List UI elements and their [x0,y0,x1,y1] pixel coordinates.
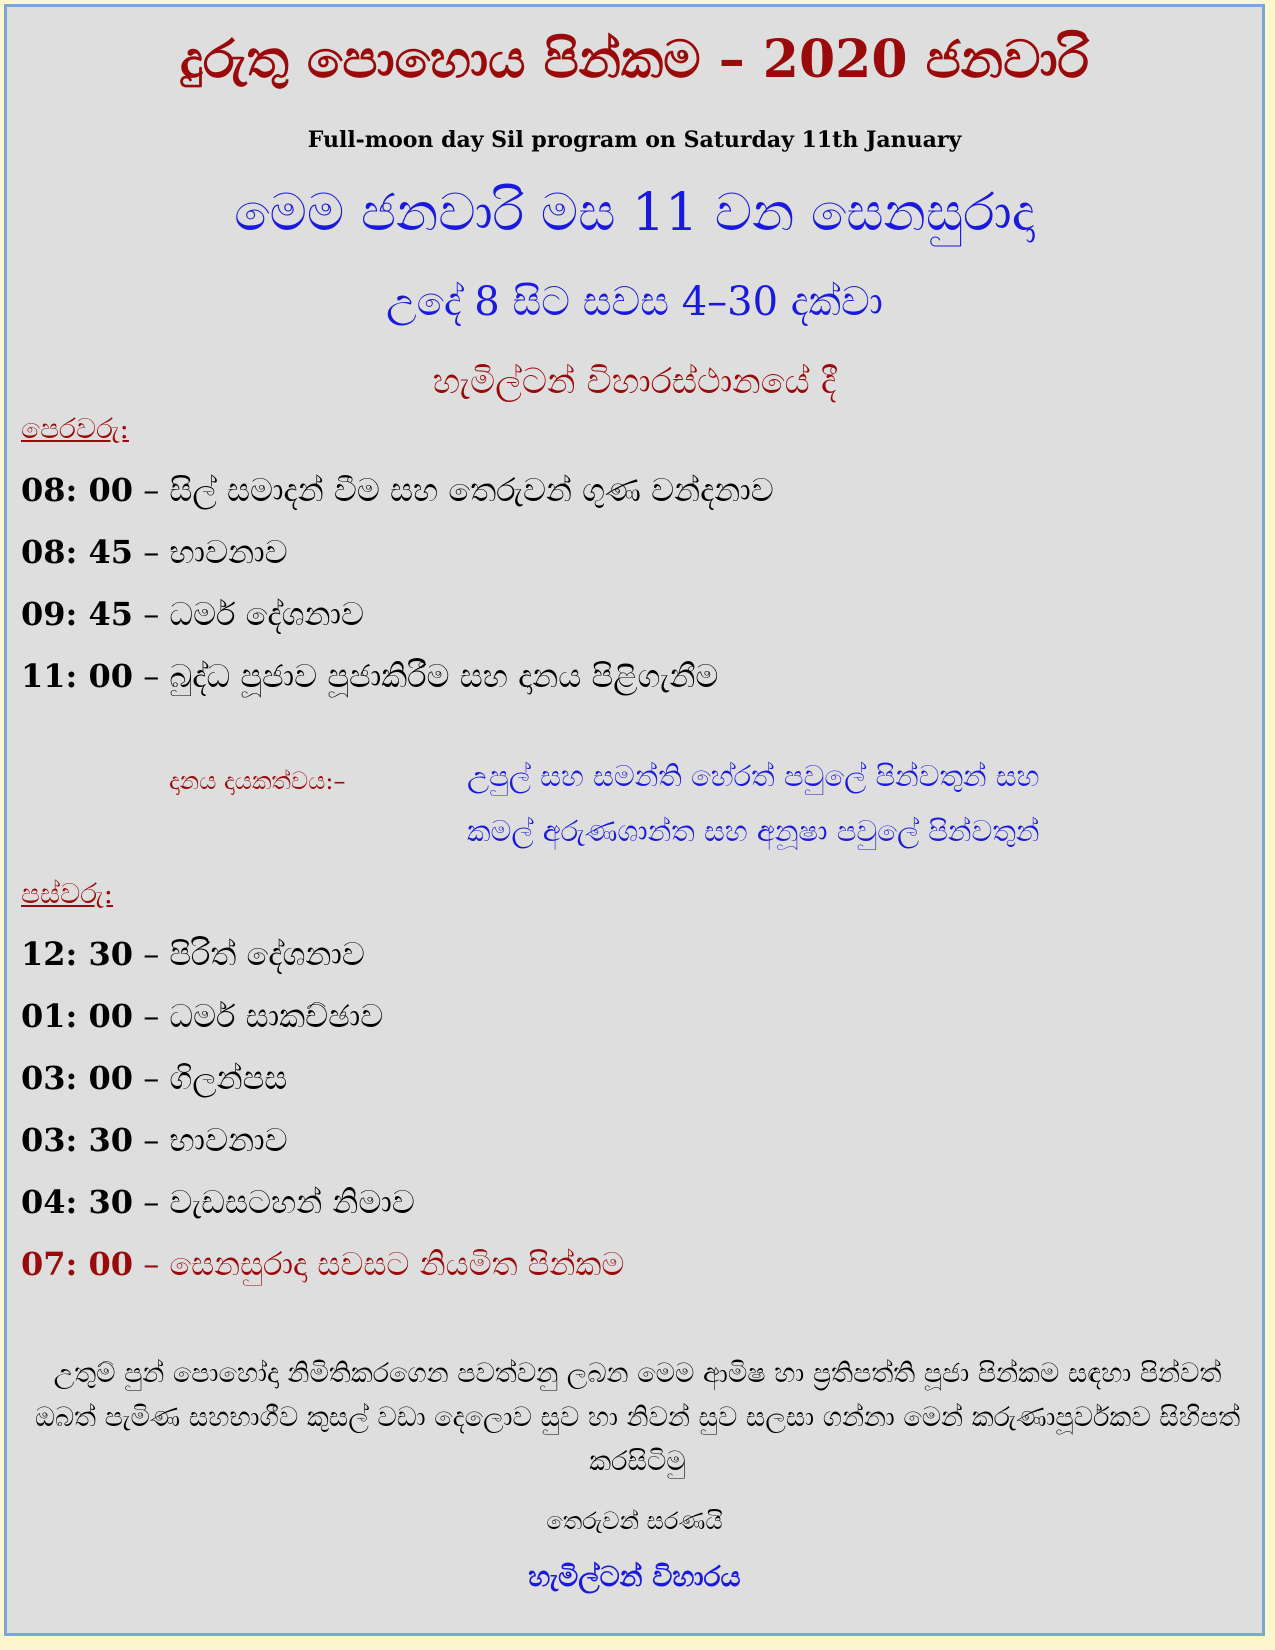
schedule-activity: බුද්ධ පූජාව පූජාකිරීම සහ දානය පිළිගැනීම [169,657,719,695]
donor-label: දානය දායකත්වය:– [169,767,346,795]
blessing-line: තෙරුවන් සරණයි [546,1507,723,1535]
date-line: මෙම ජනවාරි මස 11 වන සෙනසුරාදා [234,183,1035,243]
schedule-row: 11: 00 – බුද්ධ පූජාව පූජාකිරීම සහ දානය පිළිගැනීම [21,657,719,695]
schedule-row: 12: 30 – පිරිත් දේශනාව [21,935,365,973]
schedule-time: 08: 45 [21,533,134,571]
schedule-time: 08: 00 [21,471,134,509]
schedule-activity: වැඩසටහන් නිමාව [169,1183,415,1221]
schedule-activity: ගිලන්පස [169,1059,288,1097]
donor-line: කමල් අරුණශාන්ත සහ අනූෂා පවුලේ පින්වතුන් [467,814,1040,848]
schedule-time: 12: 30 [21,935,134,973]
closing-paragraph: උතුම් පුන් පොහෝදා නිමිතිකරගෙන පවත්වනු ලබන මෙම ආමිෂ හා ප්‍රතිපත්ති පූජා පින්කම සඳහා පින්වත් ඔබත් පැමිණ සහභාගීව කුසල් වඩා දෙලොව සුව හා නිවන් සුව සලසා ගන්නා මෙන් කරුණාපූර්වකව සිහිපත් කරසිටිමු [34,1358,1241,1477]
english-subtitle: Full-moon day Sil program on Saturday 11th January [307,127,962,153]
schedule-activity: ධර්ම සාකච්ඡාව [169,997,384,1035]
schedule-row: 09: 45 – ධර්ම දේශනාව [21,595,364,633]
afternoon-heading: පස්වරු: [21,877,114,910]
schedule-row: 03: 30 – භාවනාව [21,1121,288,1159]
schedule-activity: ධර්ම දේශනාව [169,595,364,633]
schedule-time: 09: 45 [21,595,134,633]
schedule-time: 07: 00 [21,1245,134,1283]
time-range-line: උදේ 8 සිට සවස 4–30 දක්වා [386,279,883,325]
schedule-activity: භාවනාව [169,533,288,571]
schedule-time: 01: 00 [21,997,134,1035]
donor-line: උපුල් සහ සමන්ති හේරත් පවුලේ පින්වතුන් සහ [467,759,1040,793]
schedule-row: 01: 00 – ධර්ම සාකච්ඡාව [21,997,384,1035]
schedule-activity: සෙනසුරාදා සවසට නියමිත පින්කම [169,1245,625,1283]
schedule-row-highlight: 07: 00 – සෙනසුරාදා සවසට නියමිත පින්කම [21,1245,625,1283]
morning-heading: පෙරවරු: [21,412,129,445]
schedule-time: 03: 00 [21,1059,134,1097]
schedule-row: 08: 00 – සිල් සමාදන් වීම සහ තෙරුවන් ගුණ වන්දනාව [21,471,774,509]
schedule-activity: පිරිත් දේශනාව [169,935,365,973]
schedule-activity: භාවනාව [169,1121,288,1159]
temple-signature: හැමිල්ටන් විහාරය [528,1560,741,1593]
schedule-row: 03: 00 – ගිලන්පස [21,1059,288,1097]
schedule-row: 04: 30 – වැඩසටහන් නිමාව [21,1183,415,1221]
notice-panel [4,4,1265,1636]
page-title: දුරුතු පොහොය පින්කම – 2020 ජනවාරි [180,29,1089,90]
venue-line: හැමිල්ටන් විහාරස්ථානයේ දී [432,362,837,402]
schedule-time: 11: 00 [21,657,134,695]
schedule-time: 04: 30 [21,1183,134,1221]
schedule-activity: සිල් සමාදන් වීම සහ තෙරුවන් ගුණ වන්දනාව [169,471,774,509]
schedule-time: 03: 30 [21,1121,134,1159]
schedule-row: 08: 45 – භාවනාව [21,533,288,571]
